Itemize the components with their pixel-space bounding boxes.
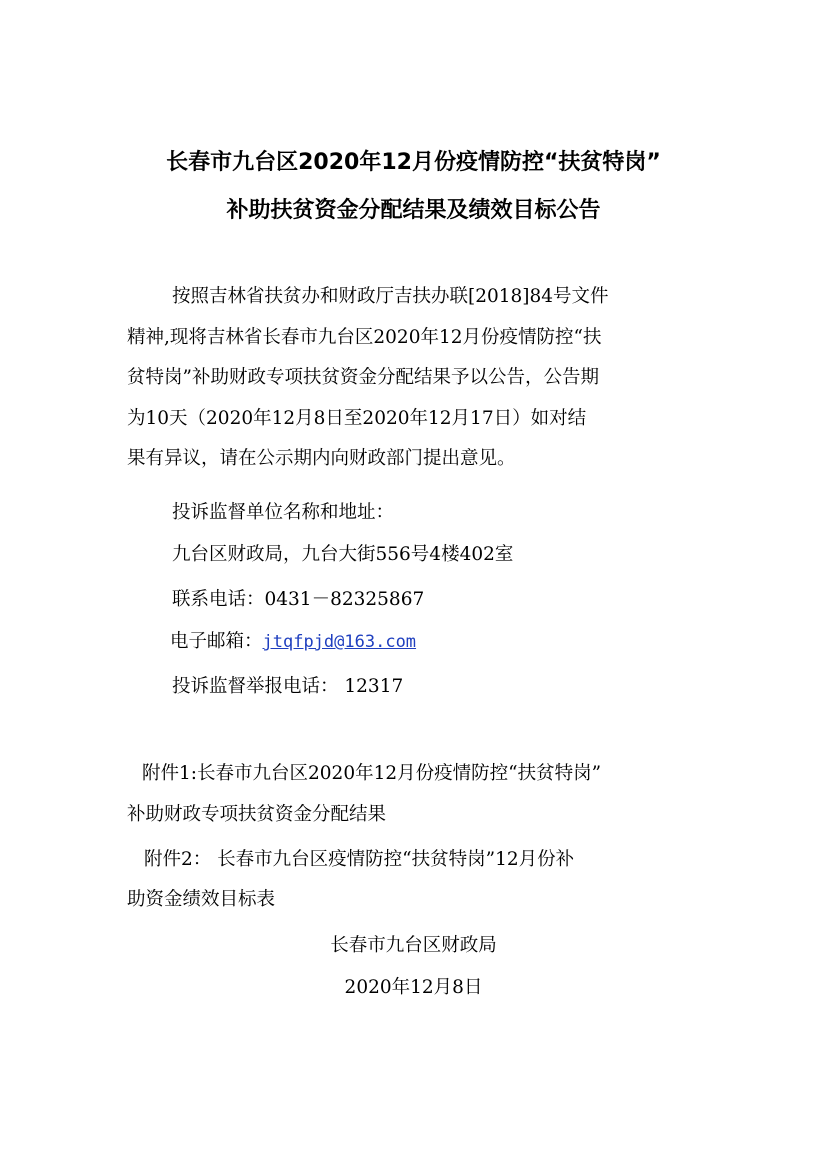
contact-address: 九台区财政局，九台大街556号4楼402室 xyxy=(172,544,514,565)
signature-org: 长春市九台区财政局 xyxy=(330,935,497,956)
paragraph-line-1: 按照吉林省扶贫办和财政厅吉扶办联[2018]84号文件 xyxy=(172,286,609,307)
contact-email-row xyxy=(170,630,416,654)
signature-date: 2020年12月8日 xyxy=(344,977,483,998)
attachment-1-line-2: 补助财政专项扶贫资金分配结果 xyxy=(127,804,387,825)
title-line-1: 长春市九台区2020年12月份疫情防控“扶贫特岗” xyxy=(166,150,661,175)
title-line-2: 补助扶贫资金分配结果及绩效目标公告 xyxy=(226,198,601,223)
contact-email-link[interactable]: jtqfpjd@163.com xyxy=(262,632,417,652)
attachment-1-line-1: 附件1:长春市九台区2020年12月份疫情防控“扶贫特岗” xyxy=(142,763,602,784)
contact-heading: 投诉监督单位名称和地址： xyxy=(172,502,395,523)
contact-phone: 联系电话：0431－82325867 xyxy=(172,589,425,610)
contact-email-label: 电子邮箱： xyxy=(170,631,263,652)
attachment-2-line-2: 助资金绩效目标表 xyxy=(127,889,276,910)
paragraph-line-3: 贫特岗”补助财政专项扶贫资金分配结果予以公告，公告期 xyxy=(127,367,599,388)
attachment-2-line-1: 附件2： 长春市九台区疫情防控“扶贫特岗”12月份补 xyxy=(144,849,575,870)
contact-hotline: 投诉监督举报电话： 12317 xyxy=(172,676,404,697)
paragraph-line-4: 为10天（2020年12月8日至2020年12月17日）如对结 xyxy=(127,408,587,429)
paragraph-line-5: 果有异议，请在公示期内向财政部门提出意见。 xyxy=(127,448,516,469)
paragraph-line-2: 精神,现将吉林省长春市九台区2020年12月份疫情防控“扶 xyxy=(127,327,602,348)
